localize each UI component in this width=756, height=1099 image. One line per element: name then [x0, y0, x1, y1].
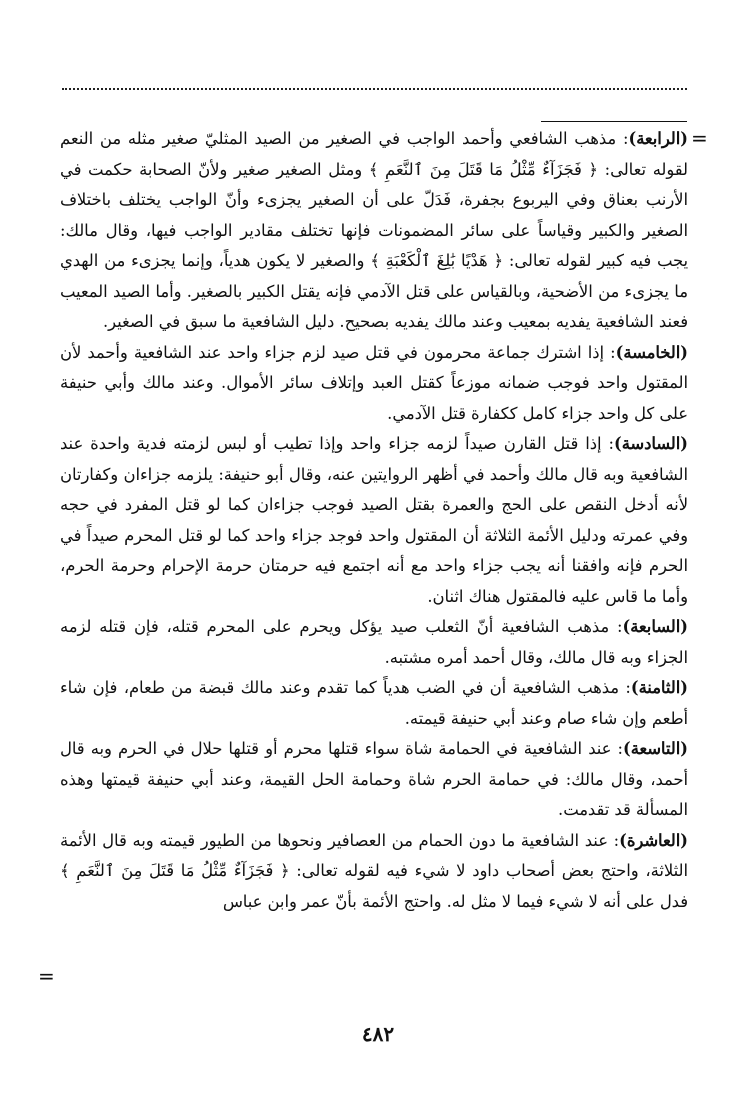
paragraph-text: : إذا قتل القارن صيداً لزمه جزاء واحد وإذا تطيب أو لبس لزمته فدية واحدة عند الشافعية وبه قال مالك وأحمد في أظهر الروايتين عنه، وقال أبو حنيفة: يلزمه جزاءان وكفارتان لأنه أدخل النقص على الحج والعمرة بقتل الصيد فوجب جزاءان كما لو قتل المفرد في حجه وفي عمرته ودليل الأئمة الثلاثة أن المقتول واحد فوجد جزاء واحد كما لو قتل المحرم صيداً في الحرم فإنه وافقنا أنه يجب جزاء واحد مع أنه اجتمع فيه حرمتان حرمة الإحرام وحرمة الحرم، وأما ما قاس عليه فالمقتول هناك اثنان.	[60, 434, 688, 606]
footnote-rule	[541, 121, 687, 122]
paragraph-title: (الخامسة)	[615, 342, 688, 362]
paragraph-text: : مذهب الشافعي وأحمد الواجب في الصغير من الصيد المثليّ صغير مثله من النعم لقوله تعالى: ﴿ فَجَزَآءٌ مِّثْلُ مَا قَتَلَ مِنَ ٱلنَّعَمِ ﴾ ومثل الصغير صغير ولأنّ الصحابة حكمت في الأرنب بعناق وفي اليربوع بجفرة، فَدَلّ على أن الصغير يجزىء وأنّ الواجب يختلف باختلاف الصغير والكبير وقياساً على سائر المضمونات فإنها تختلف مقادير الواجب فيها، وقال مالك: يجب فيه كبير لقوله تعالى: ﴿ هَدْيًا بَٰلِغَ ٱلْكَعْبَةِ ﴾ والصغير لا يكون هدياً، وإنما يجزىء من الهدي ما يجزىء من الأضحية، وبالقياس على قتل الآدمي فإنه يقتل الكبير بالصغير. وأما الصيد المعيب فعند الشافعية يفديه بمعيب وعند مالك يفديه بصحيح. دليل الشافعية ما سبق في الصغير.	[60, 129, 688, 331]
continuation-mark-start: =	[691, 126, 708, 150]
paragraph-7	[60, 612, 688, 673]
page-number: ٤٨٢	[361, 1022, 395, 1046]
page-body	[60, 124, 688, 917]
paragraph-9	[60, 734, 688, 826]
paragraph-text: : مذهب الشافعية أن في الضب هدياً كما تقدم وعند مالك قبضة من طعام، فإن شاء أطعم وإن شاء صام وعند أبي حنيفة قيمته.	[60, 678, 688, 728]
paragraph-10	[60, 826, 688, 918]
paragraph-title: (التاسعة)	[623, 739, 688, 758]
continuation-mark-end: =	[38, 964, 55, 988]
paragraph-text: : عند الشافعية ما دون الحمام من العصافير ونحوها من الطيور قيمته وبه قال الأئمة الثلاثة، واحتج بعض أصحاب داود لا شيء فيه لقوله تعالى: ﴿ فَجَزَآءٌ مِّثْلُ مَا قَتَلَ مِنَ ٱلنَّعَمِ ﴾ فدل على أنه لا شيء فيما لا مثل له. واحتج الأئمة بأنّ عمر وابن عباس	[60, 830, 688, 911]
paragraph-title: (السادسة)	[614, 434, 688, 453]
dotted-separator	[62, 88, 687, 90]
paragraph-6	[60, 429, 688, 612]
paragraph-4	[60, 124, 688, 338]
paragraph-title: (الثامنة)	[630, 678, 688, 697]
paragraph-text: : مذهب الشافعية أنّ الثعلب صيد يؤكل ويحرم على المحرم قتله، فإن قتله لزمه الجزاء وبه قال مالك، وقال أحمد أمره مشتبه.	[60, 617, 688, 667]
paragraph-title: (الرابعة)	[628, 129, 688, 148]
paragraph-title: (السابعة)	[622, 617, 688, 636]
paragraph-8	[60, 673, 688, 734]
paragraph-title: (العاشرة)	[619, 830, 688, 850]
paragraph-text: : عند الشافعية في الحمامة شاة سواء قتلها محرم أو قتلها حلال في الحرم وبه قال أحمد، وقال مالك: في حمامة الحرم شاة وحمامة الحل القيمة، وعند أبي حنيفة قيمتها وهذه المسألة قد تقدمت.	[60, 739, 688, 819]
paragraph-5	[60, 338, 688, 430]
paragraph-text: : إذا اشترك جماعة محرمون في قتل صيد لزم جزاء واحد عند الشافعية وأحمد لأن المقتول واحد فوجب ضمانه موزعاً كقتل العبد وإتلاف سائر الأموال. وعند مالك وأبي حنيفة على كل واحد جزاء كامل ككفارة قتل الآدمي.	[60, 342, 688, 423]
